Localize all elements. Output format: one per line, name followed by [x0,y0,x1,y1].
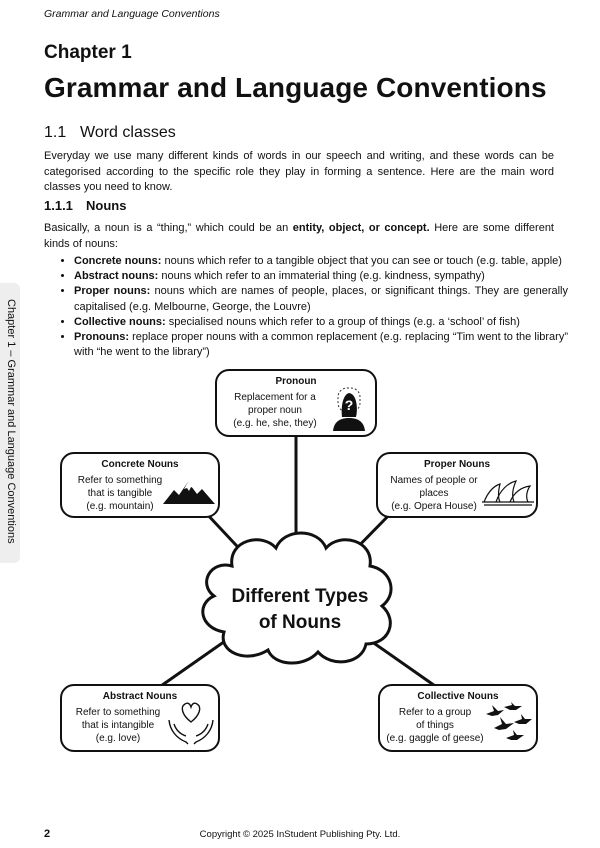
pronoun-desc-line: Replacement for a [234,392,316,403]
question-head-icon [329,387,369,431]
list-item-term: Concrete nouns: [74,255,162,267]
chapter-title: Grammar and Language Conventions [44,72,547,103]
list-item-text: replace proper nouns with a common replacement (e.g. replacing “Tim went to the library” with “he went to the library”) [74,331,568,359]
collective-nouns-box [378,684,538,752]
concrete-desc-line: that is tangible [87,488,153,499]
abstract-desc [66,706,170,745]
list-item-text: nouns which refer to an immaterial thing (e.g. kindness, sympathy) [158,270,485,283]
nouns-intro-bold: entity, object, or concept. [292,222,430,234]
mountain-icon [162,480,216,506]
collective-desc-line: of things [416,720,454,731]
section-title: Word classes [80,124,176,141]
proper-desc-line: places [419,488,449,499]
center-label-line1: Different Types [231,586,369,607]
collective-desc-line: Refer to a group [398,707,472,718]
heart-hands-icon [166,700,216,746]
collective-desc-line: (e.g. gaggle of geese) [386,733,484,744]
proper-desc-line: (e.g. Opera House) [391,501,477,512]
concrete-desc [68,474,172,513]
list-item-term: Abstract nouns: [74,270,159,283]
section-number: 1.1 [44,124,67,141]
subsection-number: 1.1.1 [44,198,73,213]
intro-paragraph: Everyday we use many different kinds of words in our speech and writing, and these words can be categorised according to the specific role they play in forming a sentence. Here are the main word classes you need to know. [44,150,554,194]
proper-desc-line: Names of people or [390,475,478,486]
nouns-intro-tail: Here are some different kinds of nouns: [44,222,554,250]
collective-title: Collective Nouns [417,691,499,702]
concrete-title: Concrete Nouns [101,459,179,470]
list-item-term: Proper nouns: [74,285,151,298]
list-item-text: nouns which are names of people, places, or significant things. They are generally capitalised (e.g. Melbourne, George, the Louvre) [74,285,568,313]
collective-desc [384,706,486,745]
nouns-intro-text: Basically, a noun is a “thing,” which could be an [44,222,293,234]
list-item-text: specialised nouns which refer to a group of things (e.g. a ‘school’ of fish) [165,315,520,328]
geese-icon [484,702,534,742]
pronoun-desc-line: (e.g. he, she, they) [233,418,317,429]
abstract-title: Abstract Nouns [102,691,178,702]
copyright-notice: Copyright © 2025 InStudent Publishing Pty. Ltd. [199,829,401,840]
proper-title: Proper Nouns [423,459,491,470]
abstract-desc-line: that is intangible [81,720,155,731]
list-item-text: nouns which refer to a tangible object that you can see or touch (e.g. table, apple) [161,255,562,267]
center-label-line2: of Nouns [258,612,342,633]
abstract-desc-line: Refer to something [75,707,161,718]
chapter-label: Chapter 1 [44,42,132,63]
side-tab-label: Chapter 1 – Grammar and Language Conventions [5,299,17,544]
concrete-desc-line: (e.g. mountain) [86,501,154,512]
proper-nouns-box [376,452,538,518]
proper-desc [384,474,484,513]
opera-house-icon [482,478,534,506]
list-item-term: Pronouns: [74,331,129,344]
pronoun-title: Pronoun [275,376,317,387]
concrete-desc-line: Refer to something [77,475,163,486]
running-head: Grammar and Language Conventions [44,8,220,20]
abstract-desc-line: (e.g. love) [95,733,141,744]
pronoun-desc-line: proper noun [248,405,302,416]
diagram-center-label [190,584,410,636]
subsection-title: Nouns [86,198,127,213]
pronoun-box [215,369,377,437]
concrete-nouns-box [60,452,220,518]
abstract-nouns-box [60,684,220,752]
svg-text:?: ? [344,397,354,413]
list-item-term: Collective nouns: [74,315,166,328]
page-number: 2 [44,828,51,840]
pronoun-desc [225,391,325,430]
